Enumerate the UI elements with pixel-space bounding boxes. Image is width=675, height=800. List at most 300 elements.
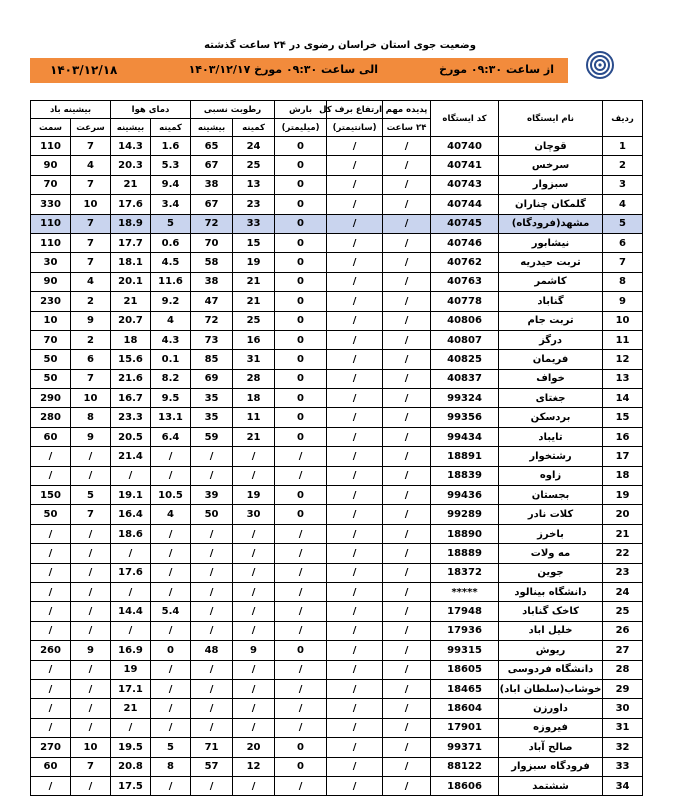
temp-max-cell: 18.1: [111, 253, 151, 272]
phenomenon-cell: /: [383, 699, 431, 718]
temp-max-cell: 17.7: [111, 233, 151, 252]
wind-direction-cell: 50: [31, 369, 71, 388]
station-code-cell: 40746: [431, 233, 499, 252]
phenomenon-cell: /: [383, 466, 431, 485]
humidity-max-cell: 35: [191, 408, 233, 427]
temp-min-cell: 5.4: [151, 602, 191, 621]
row-no-cell: 3: [603, 175, 643, 194]
wind-direction-cell: 270: [31, 738, 71, 757]
temp-max-cell: 17.5: [111, 776, 151, 795]
wind-speed-cell: 10: [71, 389, 111, 408]
rain-cell: 0: [275, 311, 327, 330]
table-row: [31, 602, 643, 621]
station-name-cell: خلیل اباد: [499, 621, 603, 640]
humidity-max-cell: 50: [191, 505, 233, 524]
humidity-min-cell: /: [233, 563, 275, 582]
temp-min-cell: 6.4: [151, 427, 191, 446]
station-name-cell: دانشگاه بینالود: [499, 582, 603, 601]
table-row: [31, 505, 643, 524]
snow-cell: /: [327, 350, 383, 369]
humidity-max-cell: 65: [191, 137, 233, 156]
table-row: [31, 292, 643, 311]
station-code-cell: 18604: [431, 699, 499, 718]
col-snow-unit: (سانتیمتر): [327, 119, 383, 137]
table-row: [31, 233, 643, 252]
snow-cell: /: [327, 757, 383, 776]
col-wind-speed: سرعت: [71, 119, 111, 137]
humidity-min-cell: /: [233, 447, 275, 466]
table-row: [31, 718, 643, 737]
from-time-label: از ساعت ۰۹:۳۰ مورخ: [439, 63, 554, 76]
snow-cell: /: [327, 330, 383, 349]
temp-max-cell: 16.4: [111, 505, 151, 524]
col-row-no: ردیف: [603, 101, 643, 137]
rain-cell: /: [275, 660, 327, 679]
temp-max-cell: 18.6: [111, 524, 151, 543]
temp-min-cell: 13.1: [151, 408, 191, 427]
end-date-label: ۱۴۰۳/۱۲/۱۸: [50, 63, 118, 77]
table-row: [31, 137, 643, 156]
station-name-cell: فرودگاه سبزوار: [499, 757, 603, 776]
row-no-cell: 31: [603, 718, 643, 737]
station-code-cell: 99356: [431, 408, 499, 427]
temp-max-cell: /: [111, 621, 151, 640]
station-code-cell: 40740: [431, 137, 499, 156]
rain-cell: /: [275, 466, 327, 485]
snow-cell: /: [327, 175, 383, 194]
wind-direction-cell: /: [31, 582, 71, 601]
wind-direction-cell: /: [31, 776, 71, 795]
station-code-cell: 18839: [431, 466, 499, 485]
humidity-min-cell: /: [233, 621, 275, 640]
phenomenon-cell: /: [383, 738, 431, 757]
humidity-min-cell: 20: [233, 738, 275, 757]
col-humidity-min: کمینه: [233, 119, 275, 137]
station-name-cell: درگز: [499, 330, 603, 349]
station-code-cell: 18465: [431, 679, 499, 698]
rain-cell: 0: [275, 427, 327, 446]
temp-max-cell: 17.1: [111, 679, 151, 698]
phenomenon-cell: /: [383, 486, 431, 505]
snow-cell: /: [327, 699, 383, 718]
wind-direction-cell: 70: [31, 175, 71, 194]
table-row: [31, 389, 643, 408]
wind-direction-cell: /: [31, 621, 71, 640]
station-name-cell: ریوش: [499, 641, 603, 660]
wind-speed-cell: 2: [71, 330, 111, 349]
station-name-cell: گناباد: [499, 292, 603, 311]
humidity-max-cell: 67: [191, 156, 233, 175]
station-code-cell: 40762: [431, 253, 499, 272]
humidity-min-cell: 28: [233, 369, 275, 388]
wind-speed-cell: 7: [71, 175, 111, 194]
row-no-cell: 7: [603, 253, 643, 272]
row-no-cell: 14: [603, 389, 643, 408]
temp-max-cell: /: [111, 718, 151, 737]
wind-direction-cell: 90: [31, 156, 71, 175]
temp-min-cell: 8: [151, 757, 191, 776]
table-row: [31, 369, 643, 388]
humidity-min-cell: /: [233, 660, 275, 679]
rain-cell: 0: [275, 137, 327, 156]
snow-cell: /: [327, 718, 383, 737]
wind-speed-cell: 2: [71, 292, 111, 311]
row-no-cell: 10: [603, 311, 643, 330]
phenomenon-cell: /: [383, 679, 431, 698]
wind-speed-cell: /: [71, 699, 111, 718]
humidity-max-cell: 48: [191, 641, 233, 660]
snow-cell: /: [327, 272, 383, 291]
phenomenon-cell: /: [383, 582, 431, 601]
rain-cell: 0: [275, 641, 327, 660]
rain-cell: 0: [275, 253, 327, 272]
col-temp-max: بیشینه: [111, 119, 151, 137]
station-code-cell: 99289: [431, 505, 499, 524]
humidity-min-cell: 33: [233, 214, 275, 233]
temp-max-cell: 16.9: [111, 641, 151, 660]
phenomenon-cell: /: [383, 563, 431, 582]
row-no-cell: 28: [603, 660, 643, 679]
row-no-cell: 8: [603, 272, 643, 291]
station-code-cell: 40744: [431, 195, 499, 214]
col-phenomenon-sub: ۲۴ ساعت: [383, 119, 431, 137]
wind-direction-cell: /: [31, 699, 71, 718]
temp-max-cell: 19: [111, 660, 151, 679]
station-code-cell: 99324: [431, 389, 499, 408]
row-no-cell: 22: [603, 544, 643, 563]
temp-min-cell: 9.4: [151, 175, 191, 194]
wind-speed-cell: 4: [71, 156, 111, 175]
phenomenon-cell: /: [383, 233, 431, 252]
temp-min-cell: 4: [151, 311, 191, 330]
row-no-cell: 13: [603, 369, 643, 388]
temp-min-cell: 10.5: [151, 486, 191, 505]
snow-cell: /: [327, 582, 383, 601]
rain-cell: 0: [275, 738, 327, 757]
temp-max-cell: 21: [111, 699, 151, 718]
temp-max-cell: /: [111, 466, 151, 485]
col-station-code: کد ایستگاه: [431, 101, 499, 137]
wind-speed-cell: /: [71, 563, 111, 582]
station-name-cell: جوین: [499, 563, 603, 582]
wind-direction-cell: /: [31, 466, 71, 485]
col-rain-unit: (میلیمتر): [275, 119, 327, 137]
station-code-cell: 99371: [431, 738, 499, 757]
rain-cell: 0: [275, 272, 327, 291]
table-row: [31, 350, 643, 369]
humidity-min-cell: /: [233, 679, 275, 698]
to-time-label: ۱۴۰۳/۱۲/۱۷ الی ساعت ۰۹:۳۰ مورخ: [188, 63, 378, 76]
humidity-max-cell: 38: [191, 272, 233, 291]
col-humidity-max: بیشینه: [191, 119, 233, 137]
table-row: [31, 582, 643, 601]
wind-speed-cell: /: [71, 621, 111, 640]
table-row: [31, 641, 643, 660]
station-code-cell: 40806: [431, 311, 499, 330]
snow-cell: /: [327, 195, 383, 214]
humidity-max-cell: 73: [191, 330, 233, 349]
rain-cell: 0: [275, 195, 327, 214]
station-name-cell: نیشابور: [499, 233, 603, 252]
rain-cell: 0: [275, 369, 327, 388]
temp-max-cell: 18: [111, 330, 151, 349]
humidity-max-cell: 58: [191, 253, 233, 272]
col-humidity: رطوبت نسبی: [191, 101, 275, 119]
snow-cell: /: [327, 408, 383, 427]
wind-speed-cell: /: [71, 718, 111, 737]
snow-cell: /: [327, 447, 383, 466]
phenomenon-cell: /: [383, 660, 431, 679]
wind-speed-cell: 5: [71, 486, 111, 505]
temp-min-cell: 4: [151, 505, 191, 524]
temp-min-cell: /: [151, 544, 191, 563]
wind-speed-cell: /: [71, 524, 111, 543]
phenomenon-cell: /: [383, 195, 431, 214]
temp-max-cell: 19.5: [111, 738, 151, 757]
wind-direction-cell: /: [31, 660, 71, 679]
row-no-cell: 21: [603, 524, 643, 543]
row-no-cell: 25: [603, 602, 643, 621]
station-name-cell: بجستان: [499, 486, 603, 505]
station-name-cell: جغتای: [499, 389, 603, 408]
table-row: [31, 253, 643, 272]
wind-direction-cell: 110: [31, 233, 71, 252]
station-code-cell: 18889: [431, 544, 499, 563]
humidity-max-cell: 85: [191, 350, 233, 369]
phenomenon-cell: /: [383, 757, 431, 776]
humidity-max-cell: 57: [191, 757, 233, 776]
station-code-cell: 40778: [431, 292, 499, 311]
snow-cell: /: [327, 311, 383, 330]
wind-speed-cell: 7: [71, 137, 111, 156]
temp-max-cell: 14.3: [111, 137, 151, 156]
rain-cell: 0: [275, 156, 327, 175]
station-name-cell: بردسکن: [499, 408, 603, 427]
wind-direction-cell: 260: [31, 641, 71, 660]
temp-min-cell: /: [151, 699, 191, 718]
wind-direction-cell: 330: [31, 195, 71, 214]
temp-min-cell: 8.2: [151, 369, 191, 388]
temp-min-cell: 4.3: [151, 330, 191, 349]
temp-max-cell: 21.4: [111, 447, 151, 466]
temp-min-cell: /: [151, 718, 191, 737]
temp-min-cell: /: [151, 466, 191, 485]
humidity-max-cell: /: [191, 563, 233, 582]
phenomenon-cell: /: [383, 718, 431, 737]
temp-min-cell: 0.1: [151, 350, 191, 369]
wind-speed-cell: 4: [71, 272, 111, 291]
snow-cell: /: [327, 486, 383, 505]
temp-min-cell: 5: [151, 738, 191, 757]
table-row: [31, 776, 643, 795]
wind-direction-cell: 50: [31, 505, 71, 524]
table-row: [31, 544, 643, 563]
rain-cell: /: [275, 563, 327, 582]
station-code-cell: 17901: [431, 718, 499, 737]
row-no-cell: 32: [603, 738, 643, 757]
wind-direction-cell: 290: [31, 389, 71, 408]
station-name-cell: خوشاب(سلطان اباد): [499, 679, 603, 698]
station-code-cell: 40825: [431, 350, 499, 369]
snow-cell: /: [327, 776, 383, 795]
phenomenon-cell: /: [383, 156, 431, 175]
station-name-cell: مه ولات: [499, 544, 603, 563]
wind-direction-cell: /: [31, 447, 71, 466]
rain-cell: 0: [275, 486, 327, 505]
humidity-max-cell: 72: [191, 311, 233, 330]
station-name-cell: سرخس: [499, 156, 603, 175]
temp-min-cell: 0.6: [151, 233, 191, 252]
temp-min-cell: 5.3: [151, 156, 191, 175]
wind-speed-cell: 9: [71, 311, 111, 330]
row-no-cell: 20: [603, 505, 643, 524]
snow-cell: /: [327, 253, 383, 272]
table-row: [31, 427, 643, 446]
rain-cell: 0: [275, 757, 327, 776]
col-snow: ارتفاع برف کل: [327, 101, 383, 119]
station-code-cell: 40745: [431, 214, 499, 233]
temp-min-cell: 11.6: [151, 272, 191, 291]
date-range-banner: [30, 58, 568, 83]
row-no-cell: 12: [603, 350, 643, 369]
temp-min-cell: 1.6: [151, 137, 191, 156]
phenomenon-cell: /: [383, 505, 431, 524]
row-no-cell: 1: [603, 137, 643, 156]
wind-direction-cell: 110: [31, 137, 71, 156]
station-name-cell: تایباد: [499, 427, 603, 446]
humidity-max-cell: /: [191, 621, 233, 640]
snow-cell: /: [327, 621, 383, 640]
temp-max-cell: /: [111, 582, 151, 601]
humidity-min-cell: 25: [233, 311, 275, 330]
wind-direction-cell: /: [31, 563, 71, 582]
row-no-cell: 6: [603, 233, 643, 252]
wind-speed-cell: /: [71, 466, 111, 485]
station-code-cell: 40837: [431, 369, 499, 388]
humidity-min-cell: 19: [233, 486, 275, 505]
weather-table: [30, 100, 643, 796]
snow-cell: /: [327, 563, 383, 582]
humidity-min-cell: 21: [233, 292, 275, 311]
station-code-cell: 40807: [431, 330, 499, 349]
col-temp: دمای هوا: [111, 101, 191, 119]
phenomenon-cell: /: [383, 544, 431, 563]
phenomenon-cell: /: [383, 389, 431, 408]
row-no-cell: 33: [603, 757, 643, 776]
humidity-max-cell: 70: [191, 233, 233, 252]
temp-min-cell: 9.2: [151, 292, 191, 311]
humidity-max-cell: 47: [191, 292, 233, 311]
phenomenon-cell: /: [383, 292, 431, 311]
rain-cell: 0: [275, 408, 327, 427]
phenomenon-cell: /: [383, 253, 431, 272]
wind-speed-cell: 6: [71, 350, 111, 369]
humidity-min-cell: 24: [233, 137, 275, 156]
humidity-min-cell: /: [233, 776, 275, 795]
snow-cell: /: [327, 466, 383, 485]
row-no-cell: 26: [603, 621, 643, 640]
row-no-cell: 18: [603, 466, 643, 485]
col-phenomenon: پدیده مهم: [383, 101, 431, 119]
phenomenon-cell: /: [383, 137, 431, 156]
station-name-cell: ششتمد: [499, 776, 603, 795]
phenomenon-cell: /: [383, 175, 431, 194]
row-no-cell: 16: [603, 427, 643, 446]
station-code-cell: 99315: [431, 641, 499, 660]
row-no-cell: 2: [603, 156, 643, 175]
row-no-cell: 17: [603, 447, 643, 466]
temp-min-cell: /: [151, 679, 191, 698]
station-code-cell: 99436: [431, 486, 499, 505]
humidity-min-cell: 18: [233, 389, 275, 408]
station-name-cell: باخرز: [499, 524, 603, 543]
rain-cell: /: [275, 524, 327, 543]
temp-max-cell: 15.6: [111, 350, 151, 369]
wind-direction-cell: /: [31, 544, 71, 563]
wind-speed-cell: 10: [71, 195, 111, 214]
humidity-max-cell: /: [191, 699, 233, 718]
humidity-min-cell: 16: [233, 330, 275, 349]
wind-speed-cell: /: [71, 447, 111, 466]
humidity-max-cell: /: [191, 776, 233, 795]
station-code-cell: 18372: [431, 563, 499, 582]
rain-cell: /: [275, 699, 327, 718]
snow-cell: /: [327, 292, 383, 311]
phenomenon-cell: /: [383, 602, 431, 621]
wind-speed-cell: 7: [71, 214, 111, 233]
table-row: [31, 679, 643, 698]
row-no-cell: 23: [603, 563, 643, 582]
temp-max-cell: 20.8: [111, 757, 151, 776]
temp-min-cell: 9.5: [151, 389, 191, 408]
wind-direction-cell: /: [31, 524, 71, 543]
row-no-cell: 15: [603, 408, 643, 427]
wind-speed-cell: /: [71, 660, 111, 679]
table-row: [31, 621, 643, 640]
phenomenon-cell: /: [383, 311, 431, 330]
temp-min-cell: /: [151, 447, 191, 466]
humidity-max-cell: 69: [191, 369, 233, 388]
humidity-max-cell: 67: [191, 195, 233, 214]
station-code-cell: 17948: [431, 602, 499, 621]
rain-cell: /: [275, 582, 327, 601]
humidity-max-cell: /: [191, 466, 233, 485]
station-code-cell: 18606: [431, 776, 499, 795]
wind-speed-cell: 7: [71, 505, 111, 524]
temp-max-cell: 23.3: [111, 408, 151, 427]
rain-cell: 0: [275, 292, 327, 311]
table-row: [31, 175, 643, 194]
humidity-max-cell: /: [191, 660, 233, 679]
station-name-cell: تربت حیدریه: [499, 253, 603, 272]
wind-direction-cell: /: [31, 602, 71, 621]
snow-cell: /: [327, 156, 383, 175]
humidity-max-cell: 38: [191, 175, 233, 194]
wind-direction-cell: 60: [31, 427, 71, 446]
temp-max-cell: 20.1: [111, 272, 151, 291]
station-name-cell: سبزوار: [499, 175, 603, 194]
table-row: [31, 311, 643, 330]
humidity-min-cell: /: [233, 544, 275, 563]
snow-cell: /: [327, 369, 383, 388]
station-code-cell: 18605: [431, 660, 499, 679]
col-temp-min: کمینه: [151, 119, 191, 137]
temp-max-cell: 14.4: [111, 602, 151, 621]
temp-max-cell: /: [111, 544, 151, 563]
rain-cell: /: [275, 679, 327, 698]
snow-cell: /: [327, 505, 383, 524]
station-code-cell: 17936: [431, 621, 499, 640]
